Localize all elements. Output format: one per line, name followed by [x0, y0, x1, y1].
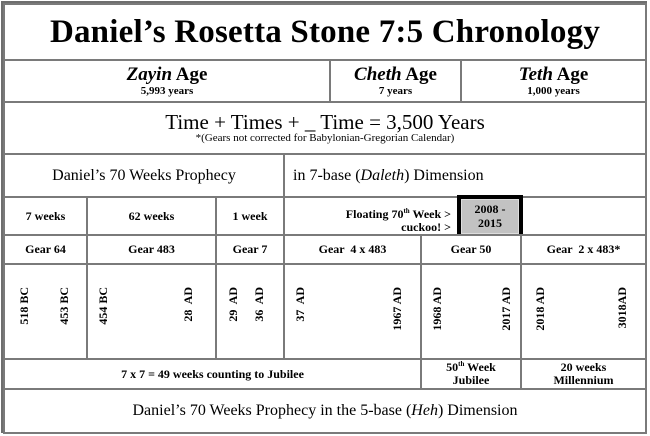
date-range-cell-4	[283, 263, 422, 360]
gear-cell-7	[215, 234, 285, 265]
date-start: 29 AD	[226, 287, 240, 322]
weeks-label: 1 week	[232, 208, 268, 223]
date-end: 453 BC	[57, 287, 71, 325]
fiftieth-week-cell	[420, 358, 522, 390]
date-start: 454 BC	[96, 287, 110, 325]
date-start: 2018 AD	[533, 287, 547, 331]
teth-age-cell	[460, 59, 647, 103]
gear-cell-64	[3, 234, 88, 265]
prophecy-label: Daniel’s 70 Weeks Prophecy	[52, 166, 236, 184]
cheth-age-cell	[329, 59, 462, 103]
weeks-label: 62 weeks	[128, 208, 175, 223]
millennium-cell	[520, 358, 647, 390]
cheth-age-years: 7 years	[378, 85, 413, 97]
gear-label: Gear 2 x 483*	[546, 242, 621, 256]
weeks-cell-1	[215, 196, 285, 236]
title-text: Daniel’s Rosetta Stone 7:5 Chronology	[49, 13, 601, 50]
date-range-cell-6	[520, 263, 647, 360]
date-range-cell-5	[420, 263, 522, 360]
highlight-line2: 2015	[478, 215, 502, 230]
zayin-age-cell	[3, 59, 331, 103]
floating-week-line2: cuckoo! >	[401, 219, 451, 234]
daleth-dimension-cell	[283, 153, 647, 198]
weeks-cell-7	[3, 196, 88, 236]
teth-age-years: 1,000 years	[527, 85, 580, 97]
gear-cell-483	[86, 234, 217, 265]
gear-label: Gear 64	[25, 242, 66, 256]
date-end: 2017 AD	[499, 287, 513, 331]
gear-cell-4x483	[283, 234, 422, 265]
date-start: 518 BC	[17, 287, 31, 325]
highlight-box-inner	[461, 199, 519, 234]
date-range-cell-3	[215, 263, 285, 360]
gear-label: Gear 50	[450, 242, 492, 256]
zayin-age-years: 5,993 years	[140, 85, 194, 97]
gear-label: Gear 483	[128, 242, 175, 256]
formula-cell	[3, 101, 647, 155]
weeks-cell-62	[86, 196, 217, 236]
gear-cell-2x483	[520, 234, 647, 265]
highlight-line1: 2008 -	[474, 202, 506, 217]
heh-dimension-label: Daniel’s 70 Weeks Prophecy in the 5-base (Heh) Dimension	[132, 402, 518, 419]
teth-age-label: Teth Age	[518, 64, 589, 85]
page-title	[3, 3, 647, 61]
jubilee-counting-label: 7 x 7 = 49 weeks counting to Jubilee	[121, 366, 304, 381]
gear-label: Gear 4 x 483	[318, 242, 387, 256]
date-start: 37 AD	[293, 287, 307, 322]
fiftieth-week-line2: Jubilee	[452, 373, 490, 387]
fiftieth-week-line1: 50th Week	[446, 359, 496, 374]
heh-dimension-cell	[3, 388, 647, 434]
formula-text: Time + Times + _ Time = 3,500 Years	[165, 110, 485, 135]
floating-week-line1: Floating 70th Week >	[345, 206, 451, 221]
weeks-label: 7 weeks	[25, 208, 66, 223]
date-range-cell-2	[86, 263, 217, 360]
daleth-dimension-label: in 7-base (Daleth) Dimension	[293, 166, 484, 184]
gear-label: Gear 7	[232, 242, 268, 256]
floating-week-cell	[283, 196, 459, 236]
prophecy-label-cell	[3, 153, 285, 198]
formula-note: *(Gears not corrected for Babylonian-Gregorian Calendar)	[195, 132, 455, 145]
zayin-age-label: Zayin Age	[126, 64, 208, 85]
date-end: 3018AD	[615, 287, 629, 329]
date-end: 36 AD	[252, 287, 266, 322]
millennium-line1: 20 weeks	[560, 359, 607, 374]
jubilee-counting-cell	[3, 358, 422, 390]
highlight-box-2008-2015	[457, 195, 523, 238]
date-end: 28 AD	[181, 287, 195, 322]
gear-cell-50	[420, 234, 522, 265]
millennium-line2: Millennium	[553, 373, 614, 387]
cheth-age-label: Cheth Age	[354, 64, 437, 85]
date-start: 1968 AD	[430, 287, 444, 331]
date-end: 1967 AD	[390, 287, 404, 331]
date-range-cell-1	[3, 263, 88, 360]
